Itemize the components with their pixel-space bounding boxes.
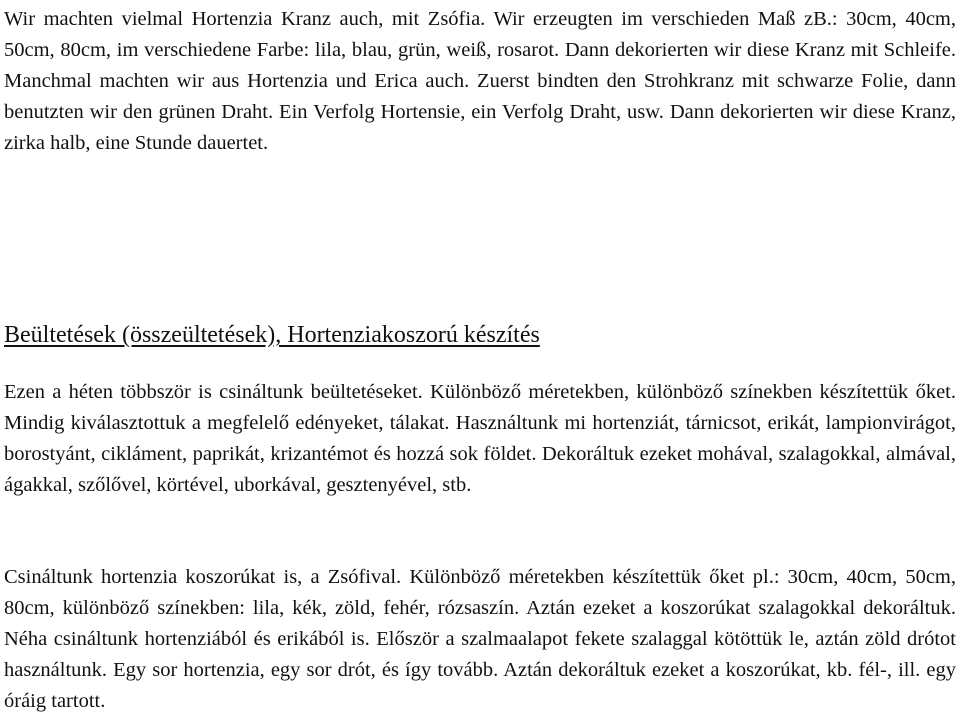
- section-heading: Beültetések (összeültetések), Hortenziakoszorú készítés: [4, 322, 540, 348]
- paragraph-wreaths: Csináltunk hortenzia koszorúkat is, a Zsófival. Különböző méretekben készítettük őket pl.: 30cm, 40cm, 50cm, 80cm, különböző színekben: lila, kék, zöld, fehér, rózsaszín. Aztán ezeket a koszorúkat szalagokkal dekoráltuk. Néha csináltunk hortenziából és erikából is. Először a szalmaalapot fekete szalaggal kötöttük le, aztán zöld drótot használtunk. Egy sor hortenzia, egy sor drót, és így tovább. Aztán dekoráltuk ezeket a koszorúkat, kb. fél-, ill. egy óráig tartott.: [4, 566, 956, 712]
- paragraph-german: Wir machten vielmal Hortenzia Kranz auch, mit Zsófia. Wir erzeugten im verschieden Maß zB.: 30cm, 40cm, 50cm, 80cm, im verschiedene Farbe: lila, blau, grün, weiß, rosarot. Dann dekorierten wir diese Kranz mit Schleife. Manchmal machten wir aus Hortenzia und Erica auch. Zuerst bindten den Strohkranz mit schwarze Folie, dann benutzten wir den grünen Draht. Ein Verfolg Hortensie, ein Verfolg Draht, usw. Dann dekorierten wir diese Kranz, zirka halb, eine Stunde dauertet.: [4, 8, 956, 154]
- paragraph-plantings: Ezen a héten többször is csináltunk beültetéseket. Különböző méretekben, különböző színekben készítettük őket. Mindig kiválasztottuk a megfelelő edényeket, tálakat. Használtunk mi hortenziát, tárnicsot, erikát, lampionvirágot, borostyánt, cikláment, paprikát, krizantémot és hozzá sok földet. Dekoráltuk ezeket mohával, szalagokkal, almával, ágakkal, szőlővel, körtével, uborkával, gesztenyével, stb.: [4, 381, 956, 496]
